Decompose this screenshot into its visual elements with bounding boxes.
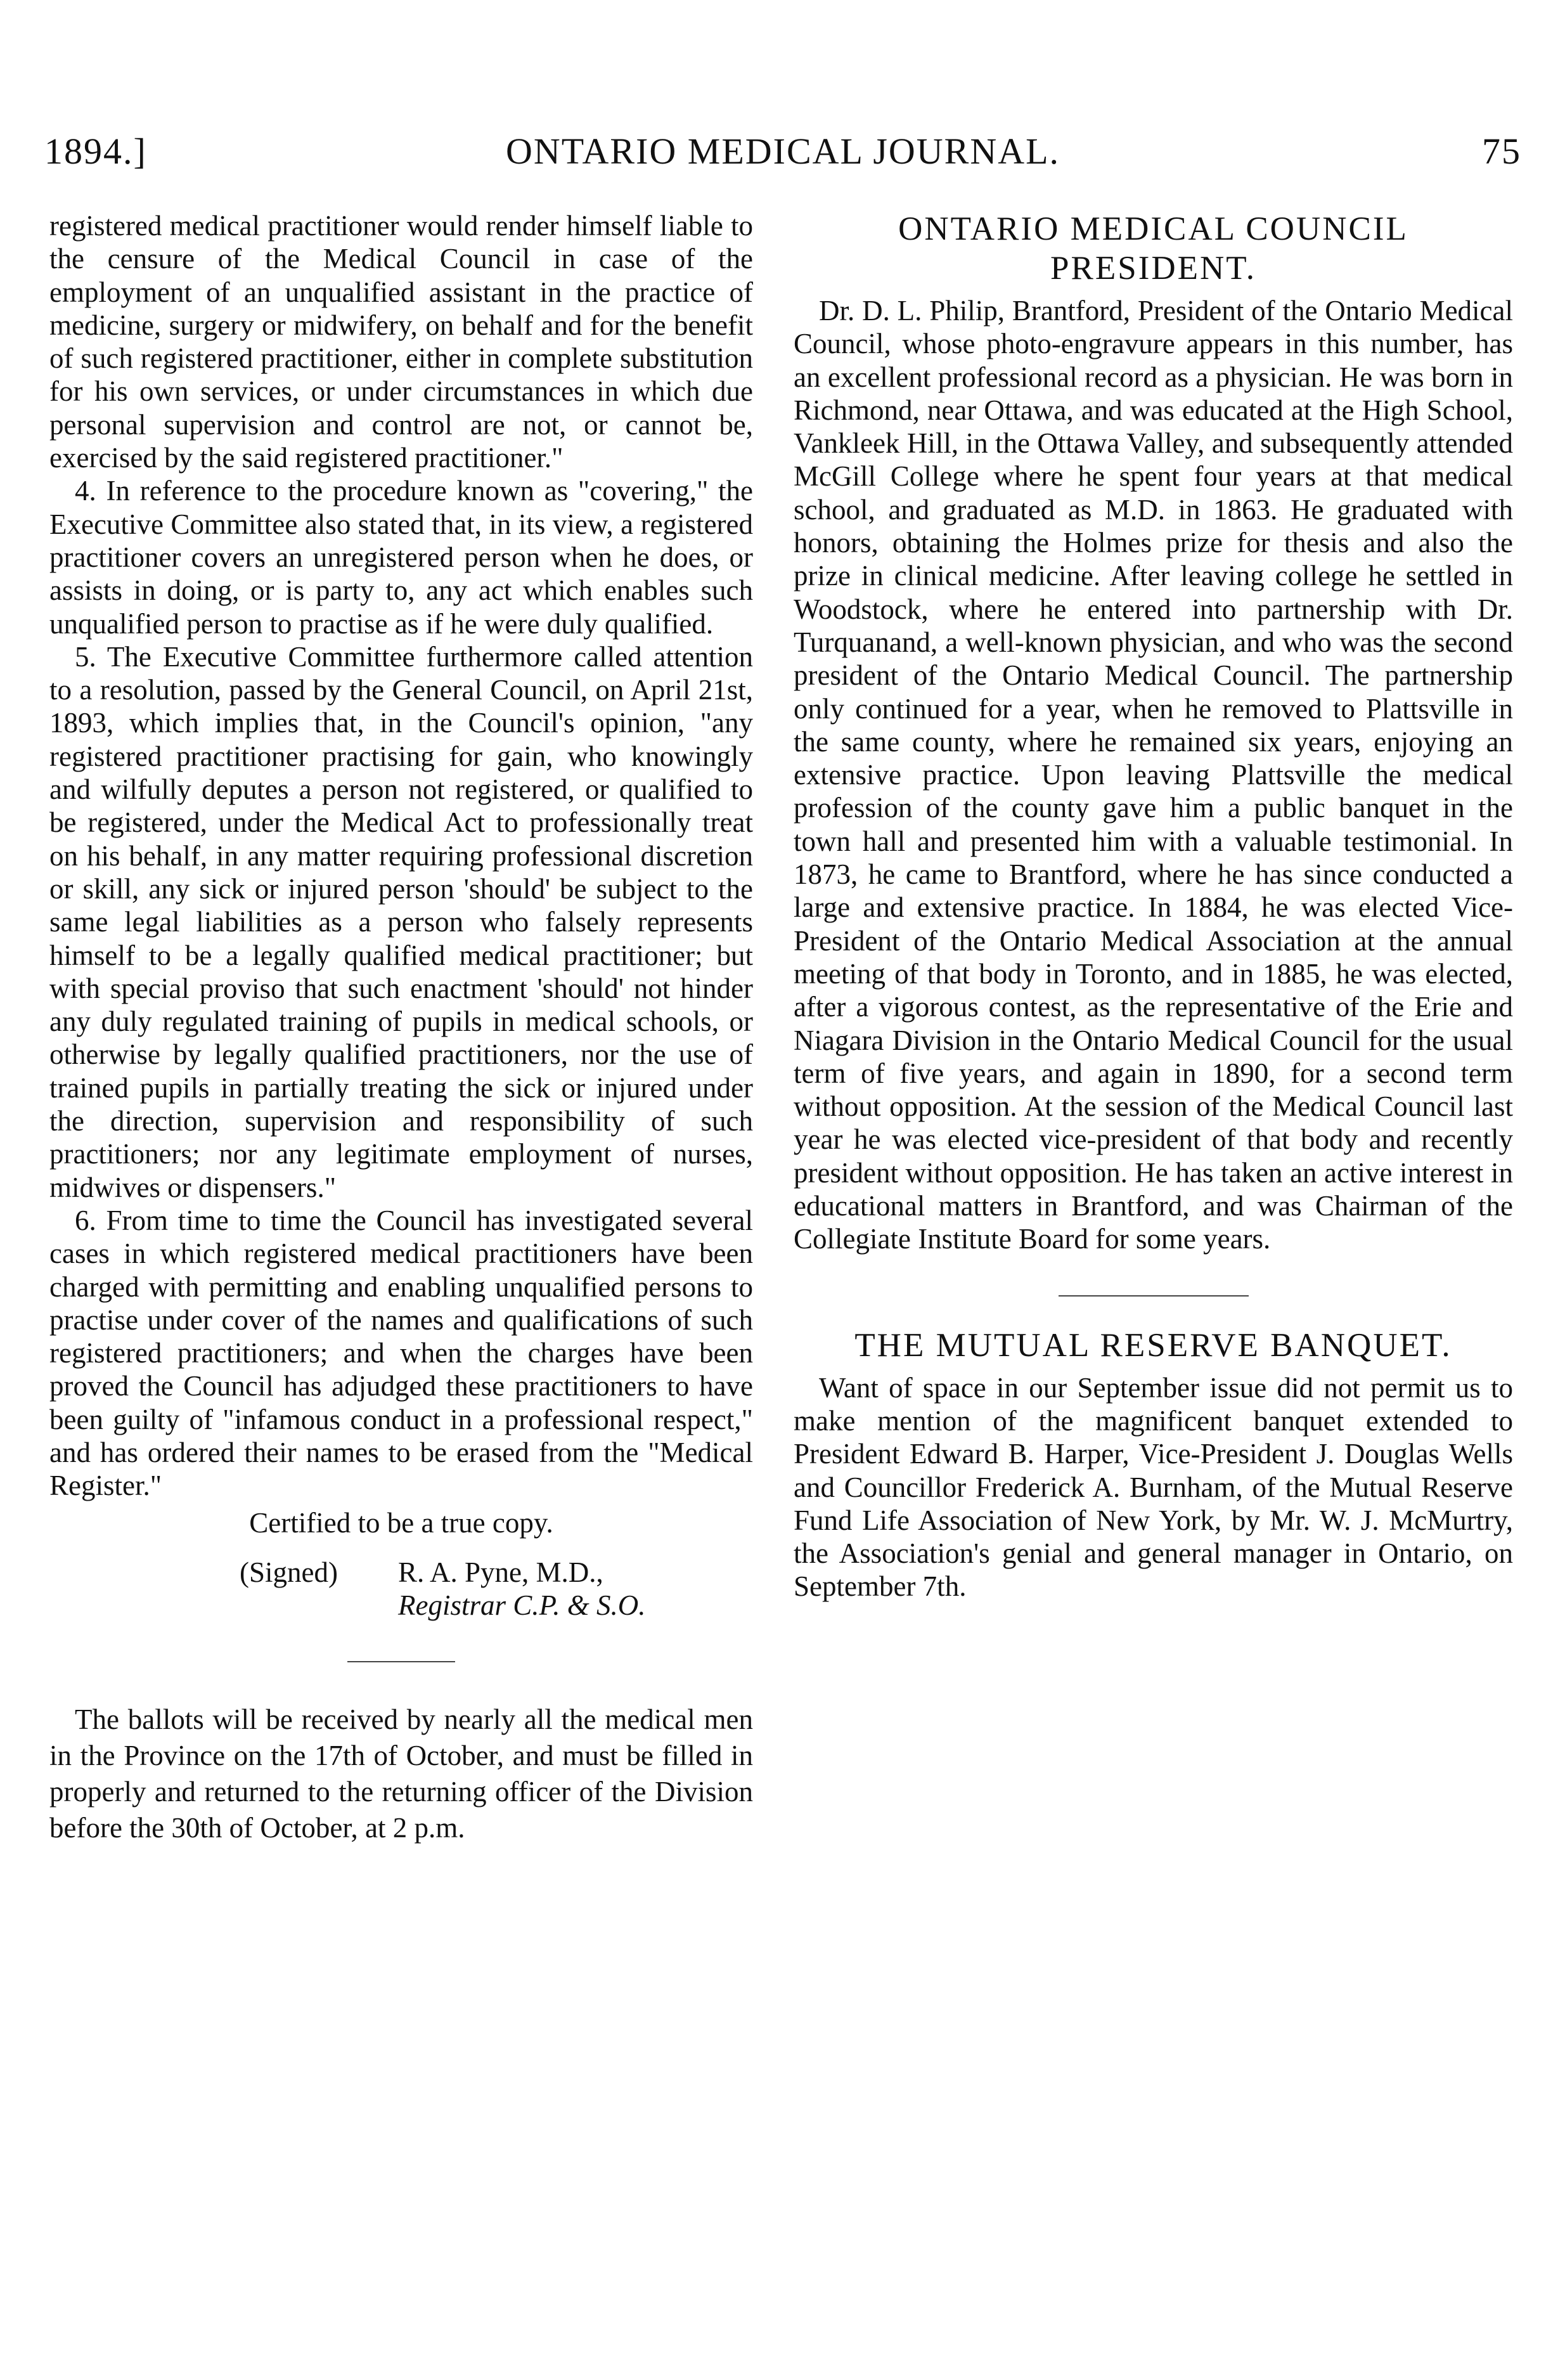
running-head-year: 1894.] bbox=[44, 131, 147, 172]
section-divider bbox=[1059, 1295, 1249, 1297]
signed-label: (Signed) bbox=[240, 1556, 338, 1588]
page-number: 75 bbox=[1482, 131, 1521, 172]
certified-line: Certified to be a true copy. bbox=[249, 1506, 553, 1539]
paragraph-covering: 4. In reference to the procedure known as "covering," the Executive Committee also stated that, in its view, a registered practitioner covers an unregistered person when he does, or assists in doing, or is party to, any act which enables such unqualified person to practise as if he were duly qualified. bbox=[49, 475, 753, 640]
section-divider bbox=[347, 1661, 455, 1662]
heading-council-president: ONTARIO MEDICAL COUNCIL PRESIDENT. bbox=[898, 210, 1408, 287]
paragraph-investigations: 6. From time to time the Council has investigated several cases in which registered medical practitioners have been charged with permitting and enabling unqualified persons to practise under cover of the names and qualifications of such registered practitioners; and when the charges have been proved the Council has adjudged these practitioners to have been guilty of "infamous conduct in a professional respect," and has ordered their names to be erased from the "Medical Register." bbox=[49, 1204, 753, 1502]
paragraph-banquet: Want of space in our September issue did not permit us to make mention of the magnificent banquet extended to President Edward B. Harper, Vice-President J. Douglas Wells and Councillor Frederick A. Burnham, of the Mutual Reserve Fund Life Association of New York, by Mr. W. J. McMurtry, the Association's genial and general manager in Ontario, on September 7th. bbox=[794, 1371, 1513, 1603]
signature-line bbox=[240, 1556, 753, 1589]
paragraph-resolution: 5. The Executive Committee furthermore called attention to a resolution, passed by the General Council, on April 21st, 1893, which implies that, in the Council's opinion, "any registered practitioner practising for gain, who knowingly and wilfully deputes a person not registered, or qualified to be registered, under the Medical Act to professionally treat on his behalf, in any matter requiring professional discretion or skill, any sick or injured person 'should' be subject to the same legal liabilities as a person who falsely represents himself to be a legally qualified medical practitioner; but with special proviso that such enactment 'should' not hinder any duly regulated training of pupils in medical schools, or otherwise by legally qualified practitioners, nor the use of trained pupils in partially treating the sick or injured under the direction, supervision and responsibility of such practitioners; nor any legitimate employment of nurses, midwives or dispensers." bbox=[49, 640, 753, 1203]
paragraph-president: Dr. D. L. Philip, Brantford, President of the Ontario Medical Council, whose photo-engravure appears in this number, has an excellent professional record as a physician. He was born in Richmond, near Ottawa, and was educated at the High School, Vankleek Hill, in the Ottawa Valley, and subsequently attended McGill College where he spent four years at that medical school, and graduated as M.D. in 1863. He graduated with honors, obtaining the Holmes prize for thesis and also the prize in clinical medicine. After leaving college he settled in Woodstock, where he entered into partnership with Dr. Turquanand, a well-known physician, and who was the second president of the Ontario Medical Council. The partnership only continued for a year, when he removed to Plattsville in the same county, where he remained six years, enjoying an extensive practice. Upon leaving Plattsville the medical profession of the county gave him a public banquet in the town hall and presented him with a valuable testimonial. In 1873, he came to Brantford, where he has since conducted a large and extensive practice. In 1884, he was elected Vice-President of the Ontario Medical Association at the annual meeting of that body in Toronto, and in 1885, he was elected, after a vigorous contest, as the representative of the Erie and Niagara Division in the Ontario Medical Council for the usual term of five years, and again in 1890, for a second term without opposition. At the session of the Medical Council last year he was elected vice-president of that body and recently president without opposition. He has taken an active interest in educational matters in Brantford, and was Chairman of the Collegiate Institute Board for some years. bbox=[794, 295, 1513, 1255]
journal-title: ONTARIO MEDICAL JOURNAL. bbox=[505, 131, 1060, 172]
right-column bbox=[794, 209, 1513, 1603]
registrar-title: Registrar C.P. & S.O. bbox=[398, 1589, 646, 1622]
paragraph-ballots: The ballots will be received by nearly all the medical men in the Province on the 17th of October, and must be filled in properly and returned to the returning officer of the Division before the 30th of October, at 2 p.m. bbox=[49, 1704, 753, 1844]
continued-paragraph: registered medical practitioner would render himself liable to the censure of the Medical Council in case of the employment of an unqualified assistant in the practice of medicine, surgery or midwifery, on behalf and for the benefit of such registered practitioner, either in complete substitution for his own services, or under circumstances in which due personal supervision and control are not, or cannot be, exercised by the said registered practitioner." bbox=[49, 210, 753, 474]
signatory-name: R. A. Pyne, M.D., bbox=[398, 1556, 603, 1588]
running-head bbox=[44, 130, 1521, 181]
left-column bbox=[49, 209, 753, 1846]
heading-mutual-reserve-banquet: THE MUTUAL RESERVE BANQUET. bbox=[854, 1326, 1452, 1364]
